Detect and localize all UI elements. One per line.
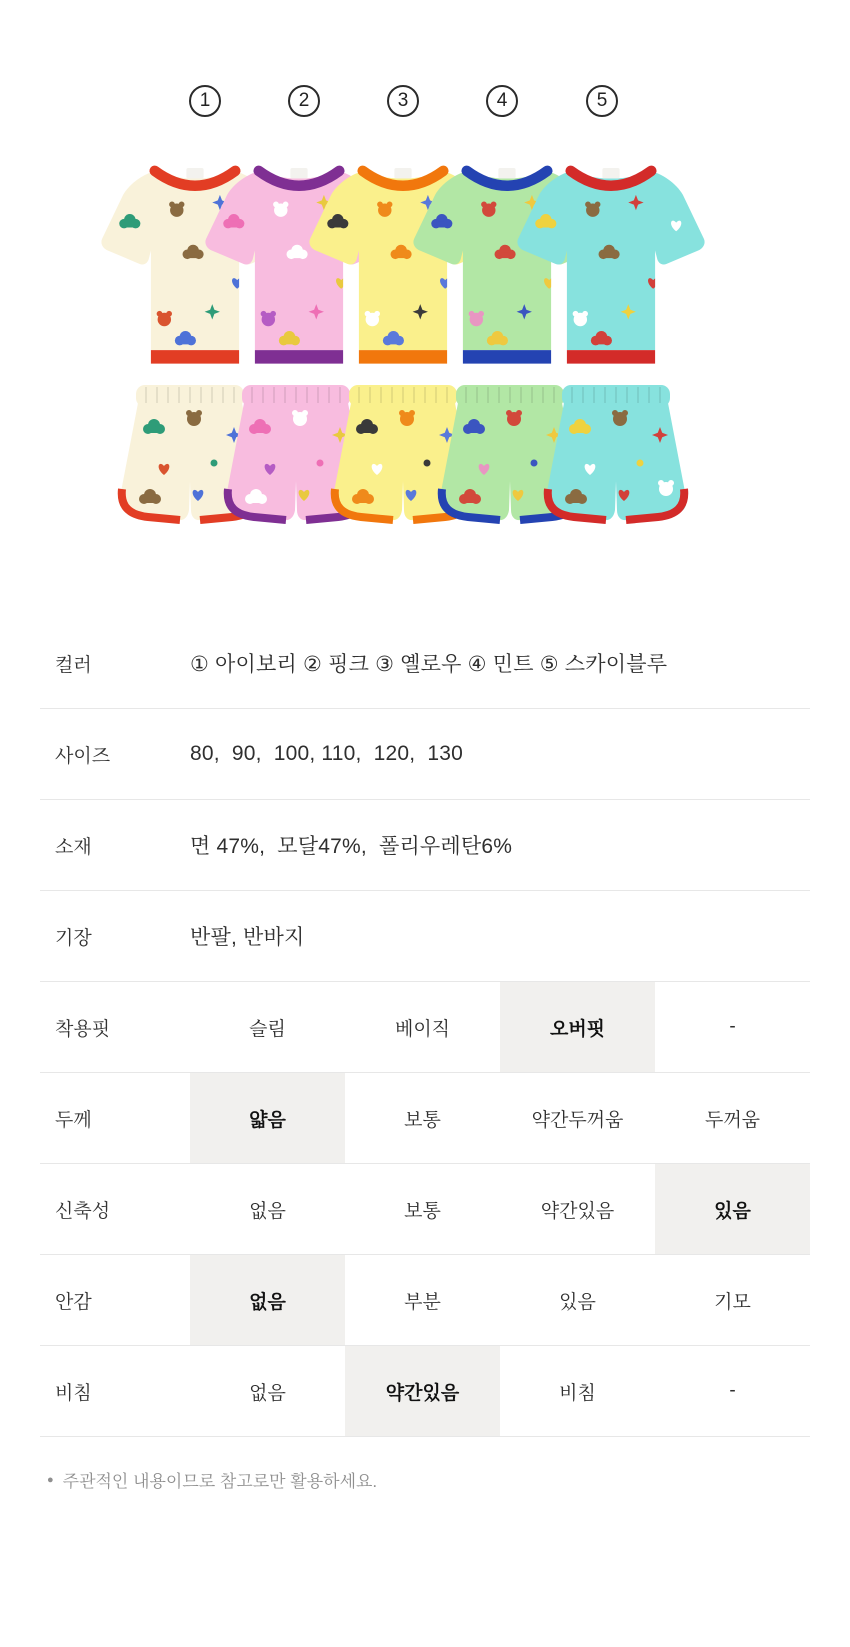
spec-option-lining-2: 부분 — [404, 1291, 441, 1313]
spec-option-stretch-3: 약간있음 — [540, 1200, 615, 1222]
spec-label-size: 사이즈 — [55, 745, 111, 767]
spec-label-thickness: 두께 — [55, 1109, 92, 1131]
spec-option-thickness-2: 보통 — [404, 1109, 441, 1131]
spec-option-lining-1-selected: 없음 — [190, 1255, 345, 1345]
spec-row-color — [40, 618, 810, 708]
spec-row-lining — [40, 1254, 810, 1345]
spec-row-material — [40, 799, 810, 890]
spec-option-sheer-3: 비침 — [559, 1382, 596, 1404]
spec-row-fit — [40, 981, 810, 1072]
spec-label-stretch: 신축성 — [55, 1200, 111, 1222]
spec-row-thickness — [40, 1072, 810, 1163]
product-shirt-5-스카이블루 — [507, 145, 715, 382]
spec-option-sheer-4: - — [729, 1380, 736, 1401]
spec-option-stretch-1: 없음 — [249, 1200, 286, 1222]
spec-option-stretch-4-selected: 있음 — [655, 1164, 810, 1254]
spec-label-color: 컬러 — [55, 654, 92, 676]
spec-label-material: 소재 — [55, 836, 92, 858]
variant-number-4: 4 — [486, 85, 518, 117]
footnote — [47, 1467, 810, 1492]
spec-option-thickness-1-selected: 얇음 — [190, 1073, 345, 1163]
spec-row-sheer — [40, 1345, 810, 1437]
spec-option-lining-3: 있음 — [559, 1291, 596, 1313]
spec-row-size — [40, 708, 810, 799]
bullet-icon: ● — [47, 1473, 54, 1486]
spec-value-material: 면 47%, 모달47%, 폴리우레탄6% — [190, 835, 513, 858]
spec-value-length: 반팔, 반바지 — [190, 926, 305, 949]
spec-option-sheer-2-selected: 약간있음 — [345, 1346, 500, 1436]
footnote-text: 주관적인 내용이므로 참고로만 활용하세요. — [62, 1472, 378, 1491]
spec-label-fit: 착용핏 — [55, 1018, 111, 1040]
spec-label-sheer: 비침 — [55, 1382, 92, 1404]
variant-number-3: 3 — [387, 85, 419, 117]
spec-option-stretch-2: 보통 — [404, 1200, 441, 1222]
spec-option-sheer-1: 없음 — [249, 1382, 286, 1404]
variant-number-2: 2 — [288, 85, 320, 117]
variant-number-5: 5 — [586, 85, 618, 117]
spec-row-stretch — [40, 1163, 810, 1254]
variant-number-1: 1 — [189, 85, 221, 117]
spec-row-length — [40, 890, 810, 981]
spec-option-thickness-4: 두꺼움 — [704, 1109, 761, 1131]
spec-option-thickness-3: 약간두꺼움 — [531, 1109, 624, 1131]
spec-option-fit-4: - — [729, 1016, 736, 1037]
spec-value-size: 80, 90, 100, 110, 120, 130 — [190, 742, 463, 765]
spec-option-fit-1: 슬림 — [249, 1018, 286, 1040]
spec-table — [40, 618, 810, 1437]
product-gallery — [0, 0, 850, 618]
spec-option-lining-4: 기모 — [714, 1291, 751, 1313]
product-shorts-5-스카이블루 — [528, 377, 704, 550]
spec-value-color: ① 아이보리 ② 핑크 ③ 옐로우 ④ 민트 ⑤ 스카이블루 — [190, 653, 668, 676]
spec-option-fit-2: 베이직 — [394, 1018, 451, 1040]
spec-option-fit-3-selected: 오버핏 — [500, 982, 655, 1072]
spec-label-lining: 안감 — [55, 1291, 92, 1313]
spec-label-length: 기장 — [55, 927, 92, 949]
